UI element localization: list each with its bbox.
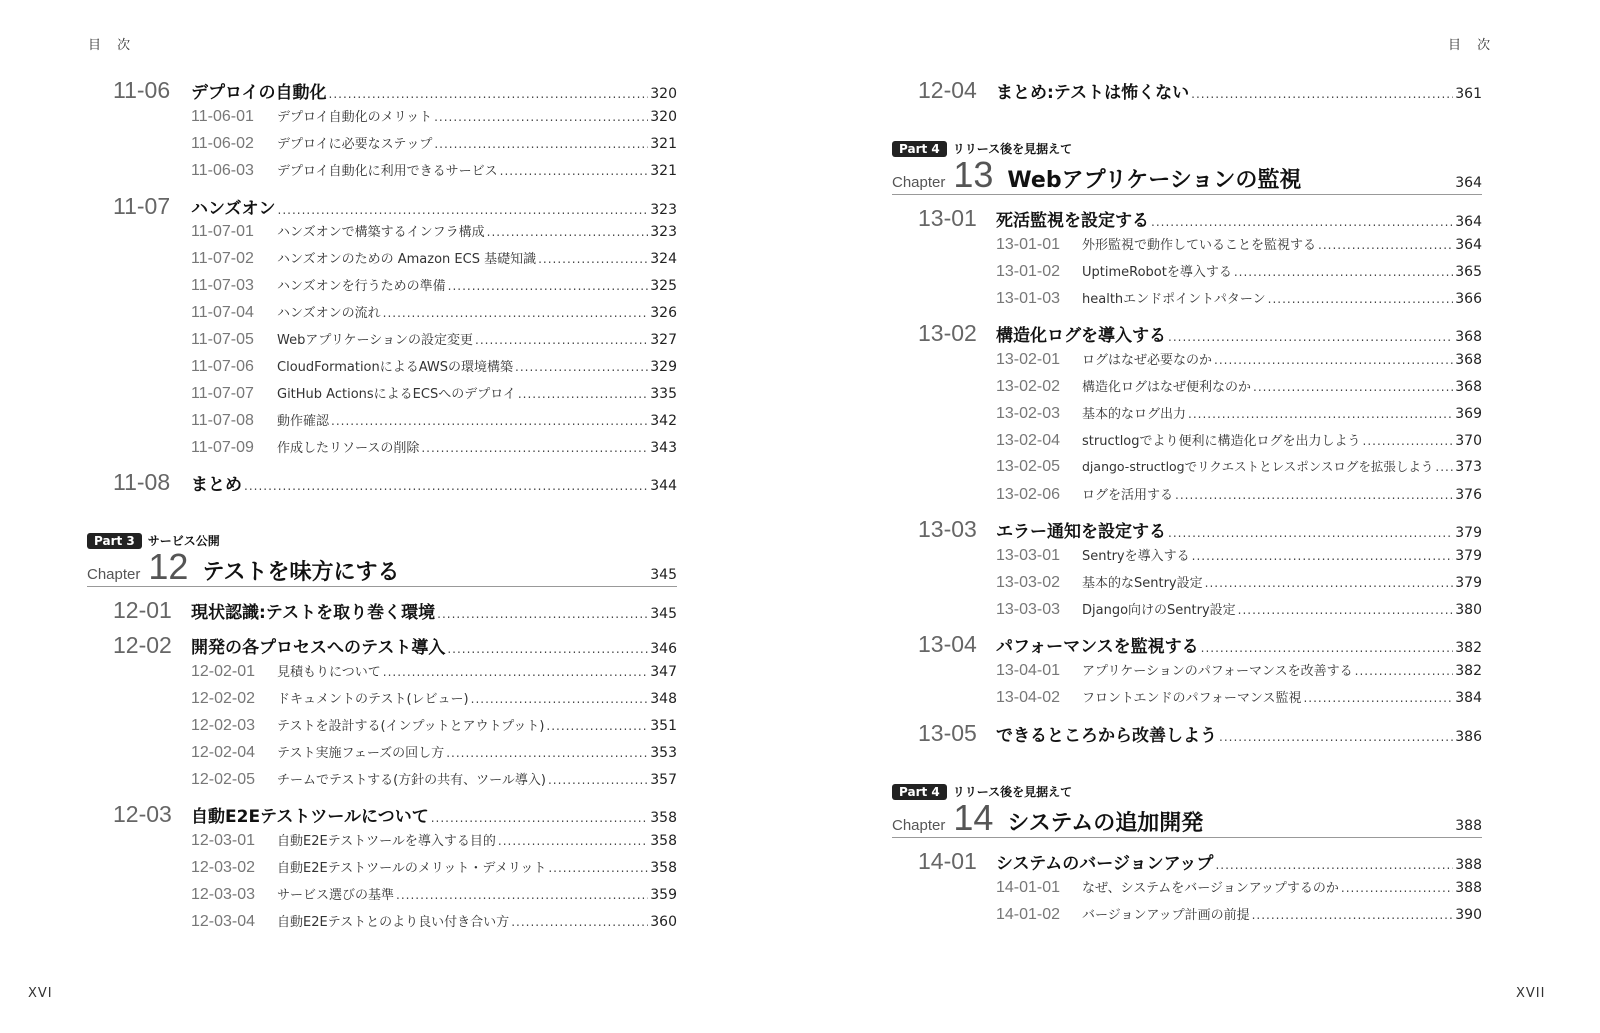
section-number: 11-08: [113, 469, 171, 495]
toc-subsection[interactable]: [191, 911, 677, 931]
dot-leader: [446, 746, 648, 760]
toc-subsection[interactable]: [191, 410, 677, 430]
subsection-number: 11-06-03: [191, 162, 254, 179]
toc-subsection[interactable]: [996, 484, 1482, 504]
page-number: 380: [1455, 602, 1482, 618]
subsection-number: 11-07-09: [191, 439, 254, 456]
running-head: 目 次: [88, 38, 137, 53]
subsection-title: Webアプリケーションの設定変更: [277, 333, 474, 348]
page-number: 379: [1455, 575, 1482, 591]
toc-subsection[interactable]: [996, 904, 1482, 924]
dot-leader: [471, 692, 649, 706]
subsection-number: 13-04-01: [996, 662, 1061, 679]
subsection-title: チームでテストする(方針の共有、ツール導入): [277, 773, 546, 788]
page-number: 345: [650, 606, 677, 622]
page-number: 361: [1455, 86, 1482, 102]
toc-subsection[interactable]: [996, 599, 1482, 619]
page-number: 365: [1455, 264, 1482, 280]
chapter-label: Chapter: [892, 817, 946, 834]
subsection-number: 11-07-06: [191, 358, 254, 375]
page-number: 368: [1455, 352, 1482, 368]
page-number: 351: [650, 718, 677, 734]
subsection-title: テスト実施フェーズの回し方: [277, 746, 445, 761]
toc-section[interactable]: [918, 77, 1482, 104]
page-number: 364: [1455, 214, 1482, 230]
toc-subsection[interactable]: [191, 715, 677, 735]
subsection-title: ハンズオンを行うための準備: [277, 279, 446, 294]
section-title: 開発の各プロセスへのテスト導入: [191, 638, 446, 658]
subsection-number: 12-02-01: [191, 663, 256, 680]
part-title: リリース後を見据えて: [952, 142, 1073, 156]
page-number: 327: [650, 332, 677, 348]
section-title: 構造化ログを導入する: [996, 326, 1166, 346]
subsection-number: 13-03-01: [996, 547, 1061, 564]
subsection-title: ハンズオンの流れ: [277, 306, 381, 321]
dot-leader: [331, 414, 648, 428]
part-badge: Part 3: [87, 533, 142, 549]
toc-subsection[interactable]: [191, 106, 677, 126]
subsection-number: 11-07-07: [191, 385, 254, 402]
chapter-title: Webアプリケーションの監視: [1007, 168, 1302, 193]
subsection-number: 13-02-02: [996, 378, 1061, 395]
section-title: エラー通知を設定する: [996, 522, 1166, 542]
subsection-number: 13-03-02: [996, 574, 1061, 591]
subsection-number: 11-07-04: [191, 304, 254, 321]
toc-section[interactable]: [918, 631, 1482, 658]
section-number: 11-06: [113, 77, 171, 103]
page-number: 382: [1455, 640, 1482, 656]
dot-leader: [1435, 460, 1453, 474]
dot-leader: [1188, 407, 1453, 421]
subsection-title: フロントエンドのパフォーマンス監視: [1082, 691, 1302, 706]
dot-leader: [487, 225, 649, 239]
subsection-number: 12-02-03: [191, 717, 256, 734]
toc-section[interactable]: [113, 77, 677, 104]
subsection-title: 自動E2Eテストツールを導入する目的: [277, 834, 496, 849]
toc-subsection[interactable]: [191, 769, 677, 789]
dot-leader: [434, 137, 648, 151]
dot-leader: [1252, 908, 1454, 922]
subsection-title: 動作確認: [277, 414, 330, 429]
section-number: 11-07: [113, 193, 171, 219]
dot-leader: [431, 811, 649, 825]
section-number: 14-01: [918, 848, 977, 874]
subsection-number: 14-01-01: [996, 879, 1061, 896]
page-number: 364: [1455, 237, 1482, 253]
subsection-number: 13-02-04: [996, 432, 1061, 449]
subsection-title: 外形監視で動作していることを監視する: [1082, 238, 1317, 253]
dot-leader: [518, 387, 648, 401]
page-number: 368: [1455, 329, 1482, 345]
dot-leader: [1238, 603, 1454, 617]
subsection-number: 13-04-02: [996, 689, 1061, 706]
dot-leader: [1191, 87, 1453, 101]
subsection-title: 自動E2Eテストとのより良い付き合い方: [277, 915, 510, 930]
section-title: 自動E2Eテストツールについて: [191, 807, 429, 827]
dot-leader: [548, 773, 648, 787]
dot-leader: [383, 665, 649, 679]
subsection-title: 作成したリソースの削除: [277, 441, 420, 456]
subsection-number: 11-06-02: [191, 135, 254, 152]
subsection-number: 11-07-01: [191, 223, 254, 240]
toc-section[interactable]: [113, 801, 677, 828]
subsection-number: 13-02-05: [996, 458, 1061, 475]
subsection-number: 12-02-05: [191, 771, 256, 788]
dot-leader: [511, 915, 648, 929]
subsection-title: GitHub ActionsによるECSへのデプロイ: [277, 387, 516, 402]
section-number: 12-01: [113, 597, 172, 623]
subsection-title: 自動E2Eテストツールのメリット・デメリット: [277, 861, 547, 876]
subsection-title: 基本的なSentry設定: [1082, 576, 1203, 591]
subsection-title: ログを活用する: [1082, 488, 1174, 503]
dot-leader: [448, 279, 649, 293]
part-title: リリース後を見据えて: [952, 785, 1073, 799]
chapter-label: Chapter: [892, 174, 946, 191]
page-number: 335: [650, 386, 677, 402]
dot-leader: [1363, 434, 1454, 448]
chapter-number: 14: [953, 797, 994, 838]
page-number: 324: [650, 251, 677, 267]
toc-subsection[interactable]: [191, 383, 677, 403]
page-number: 320: [650, 109, 677, 125]
subsection-number: 13-02-03: [996, 405, 1061, 422]
subsection-title: ハンズオンで構築するインフラ構成: [277, 225, 485, 240]
dot-leader: [383, 306, 649, 320]
toc-section[interactable]: [113, 597, 677, 624]
toc-subsection[interactable]: [191, 742, 677, 762]
subsection-number: 14-01-02: [996, 906, 1061, 923]
subsection-title: アプリケーションのパフォーマンスを改善する: [1082, 664, 1353, 679]
page-number: 379: [1455, 525, 1482, 541]
dot-leader: [498, 834, 648, 848]
chapter-heading[interactable]: [892, 154, 1482, 195]
subsection-number: 12-02-04: [191, 744, 256, 761]
subsection-title: ログはなぜ必要なのか: [1082, 353, 1213, 368]
subsection-title: バージョンアップ計画の前提: [1082, 908, 1250, 923]
toc-section[interactable]: [113, 469, 677, 496]
toc-subsection[interactable]: [191, 437, 677, 457]
dot-leader: [1318, 238, 1453, 252]
dot-leader: [475, 333, 648, 347]
section-title: まとめ:テストは怖くない: [996, 83, 1190, 103]
toc-subsection[interactable]: [191, 221, 677, 241]
section-number: 12-03: [113, 801, 172, 827]
subsection-title: サービス選びの基準: [277, 888, 395, 903]
toc-subsection[interactable]: [191, 688, 677, 708]
toc-subsection[interactable]: [191, 160, 677, 180]
dot-leader: [1201, 641, 1454, 655]
toc-subsection[interactable]: [996, 234, 1482, 254]
section-title: パフォーマンスを監視する: [996, 637, 1199, 657]
section-number: 13-01: [918, 205, 977, 231]
subsection-number: 12-02-02: [191, 690, 256, 707]
running-head: 目 次: [1448, 38, 1497, 53]
page-number: 323: [650, 224, 677, 240]
dot-leader: [244, 479, 648, 493]
toc-section[interactable]: [113, 193, 677, 220]
toc-section[interactable]: [918, 720, 1482, 747]
toc-subsection[interactable]: [191, 830, 677, 850]
subsection-title: structlogでより便利に構造化ログを出力しよう: [1082, 434, 1361, 449]
section-number: 12-04: [918, 77, 977, 103]
subsection-title: UptimeRobotを導入する: [1082, 265, 1232, 280]
toc-subsection[interactable]: [996, 457, 1482, 476]
dot-leader: [278, 203, 649, 217]
toc-subsection[interactable]: [996, 430, 1482, 450]
dot-leader: [447, 642, 648, 656]
page-number: 323: [650, 202, 677, 218]
subsection-number: 11-07-02: [191, 250, 254, 267]
section-title: まとめ: [191, 475, 242, 495]
chapter-label: Chapter: [87, 566, 141, 583]
subsection-number: 12-03-01: [191, 832, 256, 849]
subsection-title: デプロイ自動化のメリット: [277, 110, 433, 125]
subsection-number: 13-02-06: [996, 486, 1061, 503]
page-number: 369: [1455, 406, 1482, 422]
toc-subsection[interactable]: [996, 403, 1482, 423]
dot-leader: [1205, 576, 1454, 590]
subsection-number: 13-03-03: [996, 601, 1061, 618]
dot-leader: [538, 252, 648, 266]
section-number: 13-04: [918, 631, 977, 657]
page-number: 320: [650, 86, 677, 102]
subsection-title: ドキュメントのテスト(レビュー): [277, 692, 469, 707]
page-number: 366: [1455, 291, 1482, 307]
subsection-number: 11-07-05: [191, 331, 254, 348]
page-folio: XVI: [28, 986, 53, 1001]
page-number: 379: [1455, 548, 1482, 564]
dot-leader: [1219, 730, 1453, 744]
subsection-number: 13-01-01: [996, 236, 1061, 253]
subsection-number: 11-06-01: [191, 108, 254, 125]
subsection-title: なぜ、システムをバージョンアップするのか: [1082, 881, 1339, 896]
part-badge: Part 4: [892, 141, 947, 157]
subsection-number: 12-03-04: [191, 913, 256, 930]
toc-subsection[interactable]: [191, 884, 677, 904]
page-number: 321: [650, 136, 677, 152]
section-title: システムのバージョンアップ: [996, 854, 1214, 874]
toc-subsection[interactable]: [996, 877, 1482, 897]
subsection-number: 13-01-02: [996, 263, 1061, 280]
subsection-title: django-structlogでリクエストとレスポンスログを拡張しよう: [1082, 459, 1434, 474]
toc-subsection[interactable]: [996, 572, 1482, 592]
dot-leader: [1303, 691, 1453, 705]
dot-leader: [437, 607, 648, 621]
dot-leader: [1215, 858, 1453, 872]
section-title: できるところから改善しよう: [996, 726, 1217, 746]
dot-leader: [1168, 330, 1453, 344]
subsection-number: 13-01-03: [996, 290, 1061, 307]
toc-subsection[interactable]: [191, 329, 677, 349]
page-number: 326: [650, 305, 677, 321]
part-badge: Part 4: [892, 784, 947, 800]
page-number: 384: [1455, 690, 1482, 706]
toc-subsection[interactable]: [191, 302, 677, 322]
subsection-number: 13-02-01: [996, 351, 1061, 368]
chapter-number: 12: [148, 546, 189, 587]
toc-subsection[interactable]: [191, 356, 677, 376]
section-title: ハンズオン: [191, 199, 276, 219]
subsection-title: ハンズオンのための Amazon ECS 基礎知識: [277, 252, 537, 267]
page-number: 388: [1455, 818, 1482, 834]
subsection-title: Django向けのSentry設定: [1082, 603, 1236, 618]
subsection-title: 構造化ログはなぜ便利なのか: [1082, 380, 1252, 395]
toc-subsection[interactable]: [191, 133, 677, 153]
page-number: 346: [650, 641, 677, 657]
chapter-title: システムの追加開発: [1007, 811, 1204, 836]
section-number: 12-02: [113, 632, 172, 658]
dot-leader: [396, 888, 648, 902]
page-number: 390: [1455, 907, 1482, 923]
toc-subsection[interactable]: [191, 661, 677, 681]
dot-leader: [1253, 380, 1453, 394]
page-number: 360: [650, 914, 677, 930]
toc-subsection[interactable]: [191, 275, 677, 295]
toc-subsection[interactable]: [996, 349, 1482, 369]
dot-leader: [548, 861, 648, 875]
page-number: 345: [650, 567, 677, 583]
dot-leader: [1151, 215, 1453, 229]
dot-leader: [1355, 664, 1454, 678]
dot-leader: [329, 87, 649, 101]
section-number: 13-05: [918, 720, 977, 746]
toc-subsection[interactable]: [996, 376, 1482, 396]
page-number: 343: [650, 440, 677, 456]
section-number: 13-02: [918, 320, 977, 346]
toc-section[interactable]: [113, 632, 677, 659]
dot-leader: [500, 164, 649, 178]
toc-subsection[interactable]: [191, 857, 677, 877]
page-number: 358: [650, 833, 677, 849]
page-number: 325: [650, 278, 677, 294]
chapter-heading[interactable]: [892, 797, 1482, 838]
page-number: 342: [650, 413, 677, 429]
page-number: 370: [1455, 433, 1482, 449]
dot-leader: [1341, 881, 1453, 895]
subsection-title: デプロイに必要なステップ: [277, 137, 433, 152]
page-number: 376: [1455, 487, 1482, 503]
page-number: 382: [1455, 663, 1482, 679]
page-number: 386: [1455, 729, 1482, 745]
page-number: 359: [650, 887, 677, 903]
subsection-title: CloudFormationによるAWSの環境構築: [277, 360, 514, 375]
subsection-title: Sentryを導入する: [1082, 549, 1190, 564]
toc-subsection[interactable]: [996, 687, 1482, 707]
toc-subsection[interactable]: [996, 288, 1482, 308]
page-number: 353: [650, 745, 677, 761]
dot-leader: [434, 110, 648, 124]
section-title: 死活監視を設定する: [996, 211, 1149, 231]
toc-subsection[interactable]: [996, 660, 1482, 680]
dot-leader: [421, 441, 648, 455]
subsection-title: テストを設計する(インプットとアウトプット): [277, 719, 545, 734]
page-number: 329: [650, 359, 677, 375]
subsection-title: デプロイ自動化に利用できるサービス: [277, 164, 498, 179]
page-number: 388: [1455, 857, 1482, 873]
page-number: 344: [650, 478, 677, 494]
subsection-title: 見積もりについて: [277, 665, 381, 680]
subsection-title: 基本的なログ出力: [1082, 407, 1187, 422]
page-number: 358: [650, 860, 677, 876]
page-number: 388: [1455, 880, 1482, 896]
toc-section[interactable]: [918, 848, 1482, 875]
page-number: 364: [1455, 175, 1482, 191]
page-number: 373: [1455, 459, 1482, 475]
section-number: 13-03: [918, 516, 977, 542]
page-number: 347: [650, 664, 677, 680]
dot-leader: [1192, 549, 1454, 563]
section-title: デプロイの自動化: [191, 83, 327, 103]
toc-section[interactable]: [918, 320, 1482, 347]
toc-subsection[interactable]: [191, 248, 677, 268]
dot-leader: [515, 360, 648, 374]
toc-subsection[interactable]: [996, 545, 1482, 565]
chapter-title: テストを味方にする: [202, 560, 400, 585]
page-folio: XVII: [1516, 986, 1546, 1001]
toc-section[interactable]: [918, 516, 1482, 543]
right-page: [800, 0, 1600, 1033]
toc-subsection[interactable]: [996, 261, 1482, 281]
dot-leader: [1168, 526, 1453, 540]
page-number: 321: [650, 163, 677, 179]
subsection-number: 11-07-03: [191, 277, 254, 294]
page-number: 358: [650, 810, 677, 826]
subsection-title: healthエンドポイントパターン: [1082, 292, 1266, 307]
subsection-number: 11-07-08: [191, 412, 254, 429]
dot-leader: [546, 719, 648, 733]
chapter-number: 13: [953, 154, 994, 195]
toc-section[interactable]: [918, 205, 1482, 232]
subsection-number: 12-03-03: [191, 886, 256, 903]
subsection-number: 12-03-02: [191, 859, 256, 876]
section-title: 現状認識:テストを取り巻く環境: [191, 603, 436, 623]
page-number: 357: [650, 772, 677, 788]
dot-leader: [1268, 292, 1454, 306]
part-title: サービス公開: [147, 534, 220, 548]
page-number: 368: [1455, 379, 1482, 395]
dot-leader: [1175, 488, 1453, 502]
dot-leader: [1214, 353, 1453, 367]
page-number: 348: [650, 691, 677, 707]
chapter-heading[interactable]: [87, 546, 677, 587]
dot-leader: [1234, 265, 1453, 279]
